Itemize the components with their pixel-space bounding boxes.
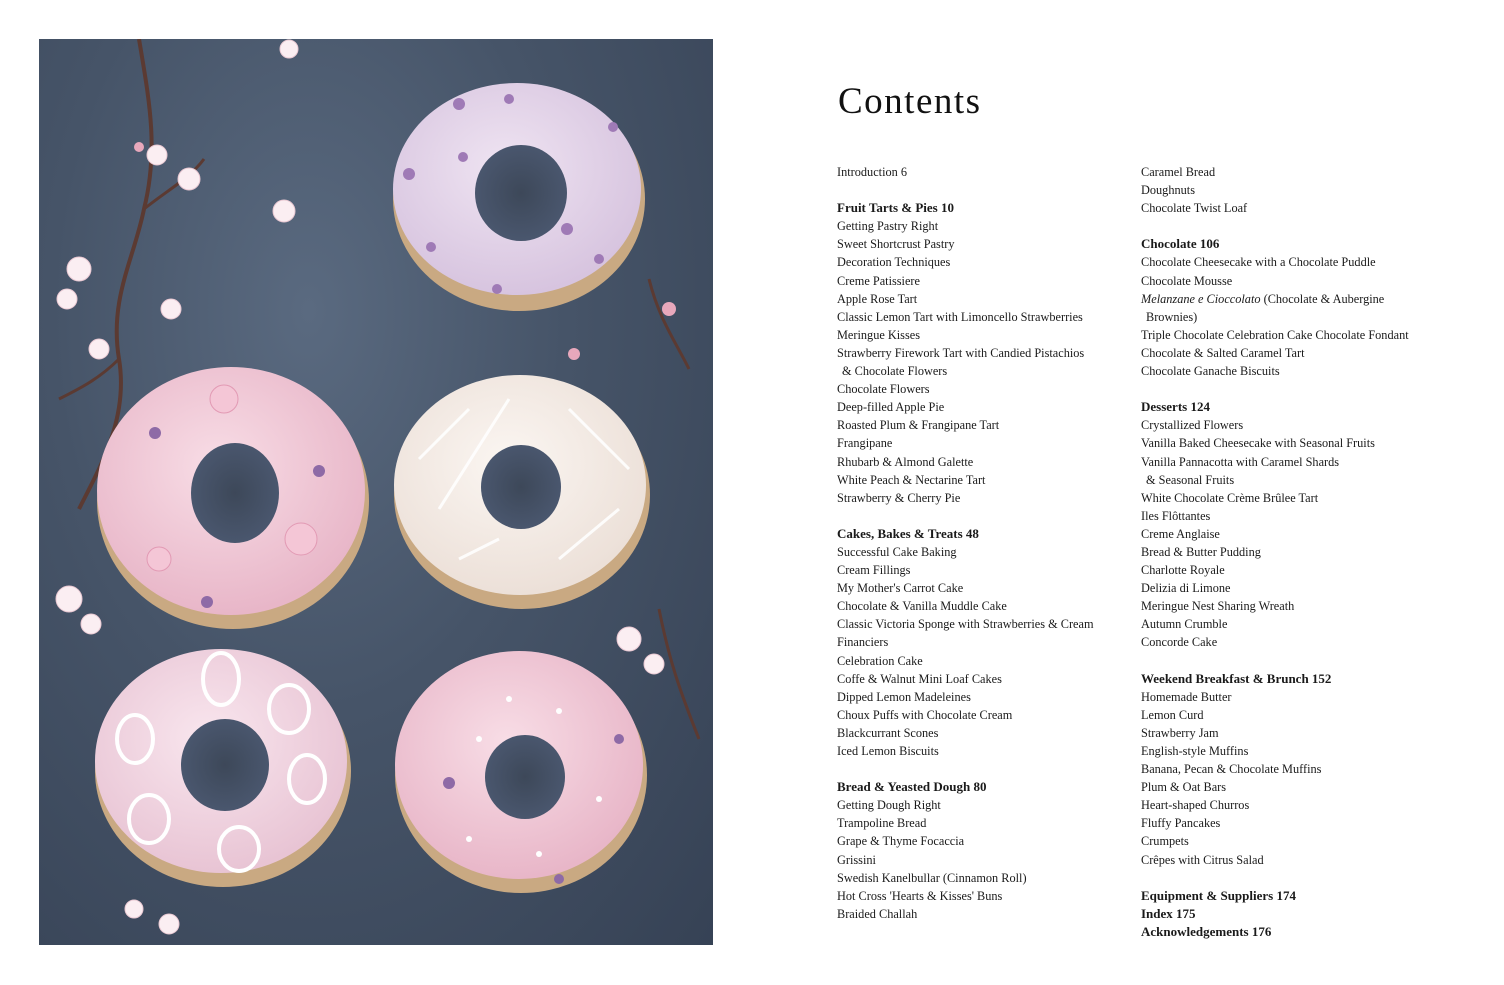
toc-section [837, 199, 1127, 507]
toc-entry: Charlotte Royale [1141, 563, 1225, 578]
toc-entry: Getting Pastry Right [837, 219, 939, 234]
toc-section-heading: Equipment & Suppliers 174 [1141, 887, 1296, 903]
toc-entry: Chocolate Cheesecake with a Chocolate Puddle [1141, 255, 1376, 270]
toc-final-headings [1141, 887, 1461, 941]
contents-column-left [837, 163, 1127, 923]
toc-section-heading: Cakes, Bakes & Treats 48 [837, 525, 979, 541]
toc-section [1141, 398, 1461, 651]
toc-entry: Braided Challah [837, 906, 918, 921]
toc-entry: Grissini [837, 852, 876, 867]
toc-entry: Crumpets [1141, 834, 1189, 849]
toc-entry: Financiers [837, 635, 889, 650]
toc-entry: Plum & Oat Bars [1141, 780, 1227, 795]
photo-illustration [39, 39, 713, 945]
toc-entry: Coffe & Walnut Mini Loaf Cakes [837, 671, 1002, 686]
toc-entry-text: (Chocolate & Aubergine [1260, 291, 1385, 306]
toc-entry: Creme Anglaise [1141, 526, 1220, 541]
toc-entry: Chocolate Ganache Biscuits [1141, 364, 1280, 379]
toc-entry: Swedish Kanelbullar (Cinnamon Roll) [837, 870, 1027, 885]
toc-entry: Banana, Pecan & Chocolate Muffins [1141, 762, 1322, 777]
toc-entry: Classic Victoria Sponge with Strawberries & Cream [837, 617, 1094, 632]
toc-entry: Fluffy Pancakes [1141, 816, 1221, 831]
contents-column-right [1141, 163, 1461, 941]
toc-entry: My Mother's Carrot Cake [837, 581, 964, 596]
toc-entry: Brownies) [1146, 309, 1198, 324]
toc-entry: Creme Patissiere [837, 273, 920, 288]
toc-entry: Crêpes with Citrus Salad [1141, 852, 1264, 867]
toc-entry: Celebration Cake [837, 653, 923, 668]
toc-entry: Chocolate Mousse [1141, 273, 1233, 288]
toc-entry: Iles Flôttantes [1141, 508, 1211, 523]
toc-entry: White Peach & Nectarine Tart [837, 472, 986, 487]
toc-entry: Hot Cross 'Hearts & Kisses' Buns [837, 888, 1003, 903]
toc-entry: Chocolate & Vanilla Muddle Cake [837, 599, 1007, 614]
toc-entry: Heart-shaped Churros [1141, 798, 1250, 813]
toc-entry: Classic Lemon Tart with Limoncello Strawberries [837, 309, 1083, 324]
toc-entry: Meringue Kisses [837, 327, 920, 342]
toc-entry-italic: Melanzane e Cioccolato [1141, 291, 1261, 306]
toc-entry: Delizia di Limone [1141, 581, 1231, 596]
toc-section [837, 525, 1127, 760]
toc-section-heading: Index 175 [1141, 905, 1196, 921]
toc-entry: Trampoline Bread [837, 816, 927, 831]
toc-entry: Rhubarb & Almond Galette [837, 454, 974, 469]
toc-section-heading: Acknowledgements 176 [1141, 923, 1272, 939]
toc-entry: Strawberry Firework Tart with Candied Pistachios [837, 345, 1085, 360]
toc-entry: Homemade Butter [1141, 689, 1232, 704]
toc-entry: & Seasonal Fruits [1146, 472, 1235, 487]
toc-entry: Strawberry Jam [1141, 725, 1219, 740]
toc-section-heading: Desserts 124 [1141, 399, 1210, 415]
toc-entry: Getting Dough Right [837, 798, 941, 813]
toc-section [837, 778, 1127, 923]
toc-entry: Blackcurrant Scones [837, 725, 939, 740]
toc-entry: Strawberry & Cherry Pie [837, 490, 961, 505]
toc-section-heading: Fruit Tarts & Pies 10 [837, 200, 954, 216]
toc-entry: Bread & Butter Pudding [1141, 544, 1261, 559]
toc-section [1141, 235, 1461, 380]
toc-entry [1141, 290, 1461, 308]
toc-entry: Successful Cake Baking [837, 544, 957, 559]
toc-intro: Introduction 6 [837, 165, 908, 179]
toc-entry: Apple Rose Tart [837, 291, 918, 306]
toc-entry: Deep-filled Apple Pie [837, 400, 945, 415]
toc-entry: Caramel Bread [1141, 165, 1216, 179]
toc-entry: Crystallized Flowers [1141, 418, 1244, 433]
toc-entry: Triple Chocolate Celebration Cake Chocolate Fondant [1141, 327, 1409, 342]
toc-entry: Doughnuts [1141, 183, 1195, 198]
toc-section [1141, 670, 1461, 869]
toc-entry: Lemon Curd [1141, 707, 1204, 722]
toc-entry: Autumn Crumble [1141, 617, 1228, 632]
toc-entry: English-style Muffins [1141, 744, 1249, 758]
toc-entry: Concorde Cake [1141, 635, 1218, 650]
toc-entry: Chocolate Twist Loaf [1141, 201, 1248, 216]
toc-entry: Dipped Lemon Madeleines [837, 689, 971, 704]
toc-section-heading: Chocolate 106 [1141, 236, 1220, 252]
toc-entry: Iced Lemon Biscuits [837, 744, 939, 758]
doughnuts-photo [39, 39, 713, 945]
toc-section-heading: Bread & Yeasted Dough 80 [837, 779, 987, 795]
toc-entry: Grape & Thyme Focaccia [837, 834, 965, 849]
toc-entry: Chocolate & Salted Caramel Tart [1141, 345, 1305, 360]
toc-entry: Cream Fillings [837, 563, 911, 578]
toc-entry: Vanilla Baked Cheesecake with Seasonal Fruits [1141, 436, 1375, 451]
toc-section-heading: Weekend Breakfast & Brunch 152 [1141, 670, 1332, 686]
toc-entry: Roasted Plum & Frangipane Tart [837, 418, 1000, 433]
toc-entry: Frangipane [837, 436, 893, 451]
toc-entry: Sweet Shortcrust Pastry [837, 237, 955, 252]
page-title: Contents [838, 81, 982, 122]
toc-entry: Vanilla Pannacotta with Caramel Shards [1141, 454, 1340, 469]
toc-entry: Decoration Techniques [837, 255, 951, 270]
toc-entry: Choux Puffs with Chocolate Cream [837, 707, 1013, 722]
toc-entry: & Chocolate Flowers [842, 364, 948, 379]
toc-entry: Meringue Nest Sharing Wreath [1141, 599, 1295, 614]
toc-entry: White Chocolate Crème Brûlee Tart [1141, 490, 1319, 505]
toc-entry: Chocolate Flowers [837, 382, 930, 397]
